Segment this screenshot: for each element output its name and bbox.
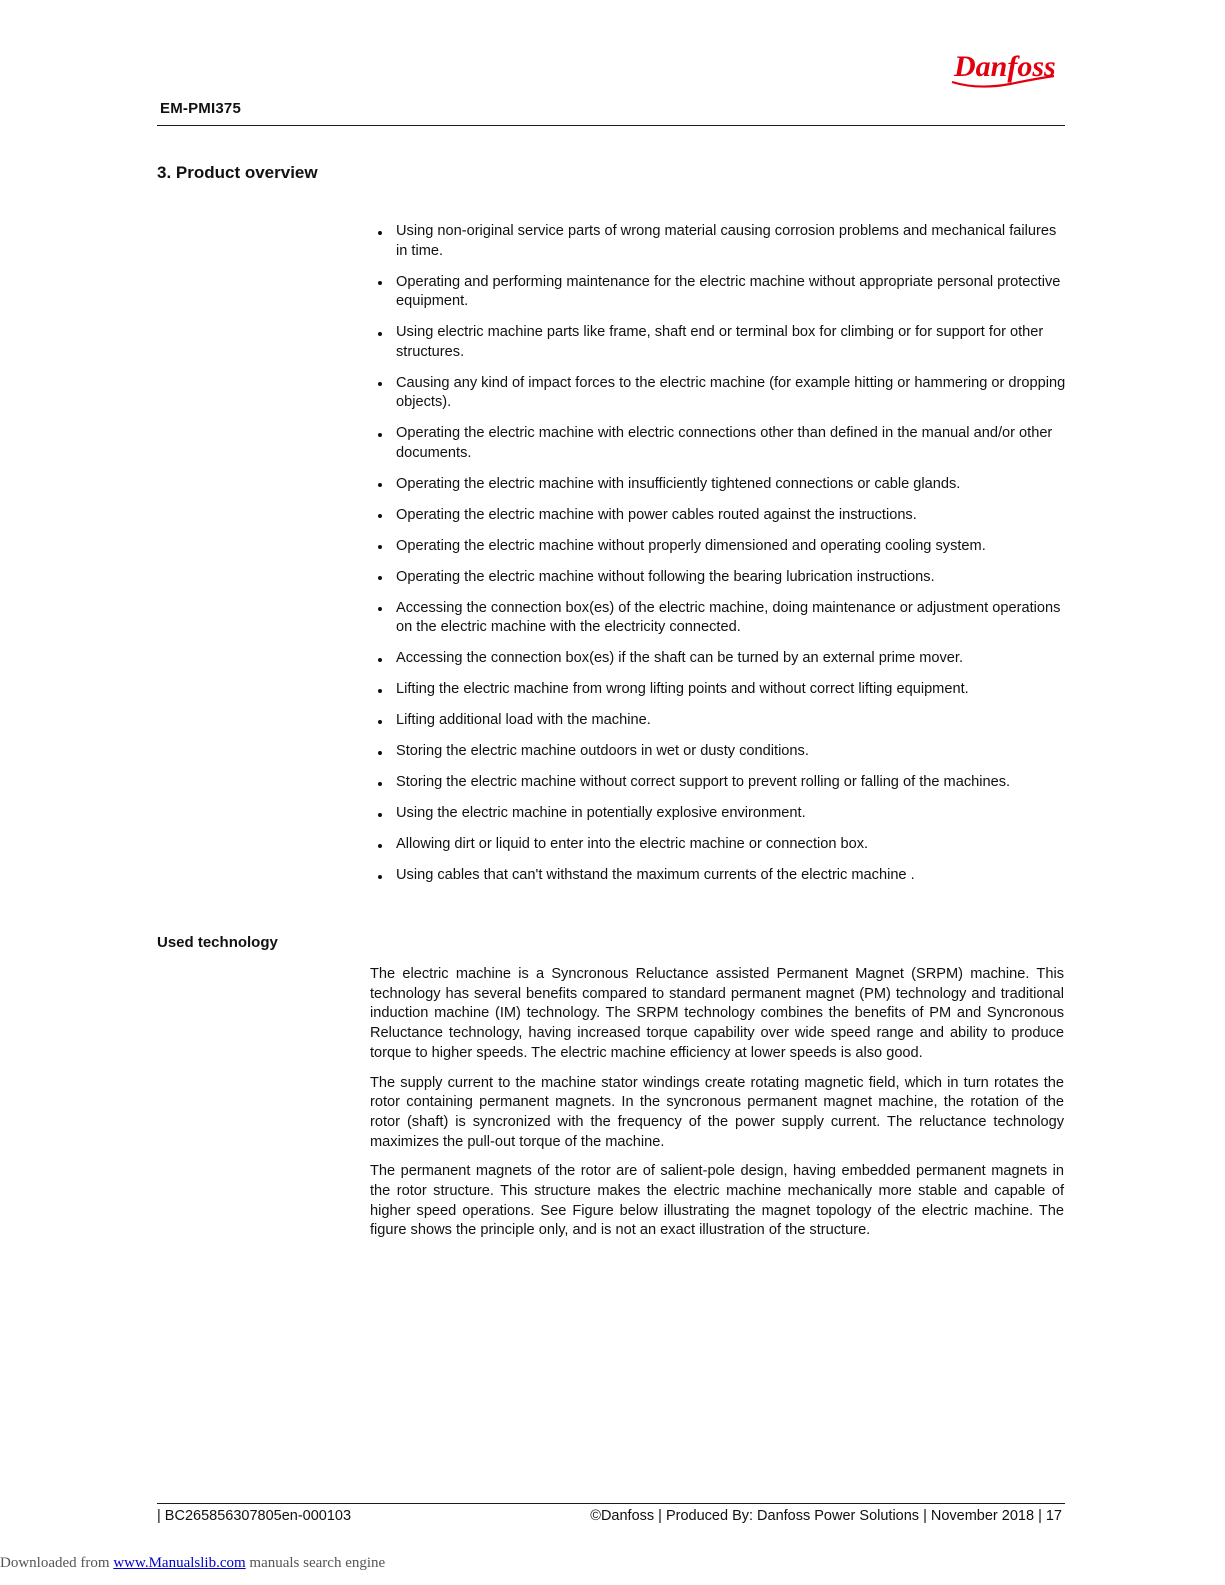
paragraph: The electric machine is a Syncronous Reluctance assisted Permanent Magnet (SRPM) machine. This technology has several benefits compared to standard permanent magnet (PM) technology and traditional induction machine (IM) technology. The SRPM technology combines the benefits of PM and Syncronous Reluctance technology, having increased torque capability over wide speed range and ability to produce torque to higher speeds. The electric machine efficiency at lower speeds is also good. [370,966,1064,1061]
paragraph: The supply current to the machine stator windings create rotating magnetic field, which in turn rotates the rotor containing permanent magnets. In the syncronous permanent magnet machine, the rotation of the rotor (shaft) is syncronized with the frequency of the power supply current. The reluctance technology maximizes the pull-out torque of the machine. [370,1074,1064,1150]
list-item: Accessing the connection box(es) if the shaft can be turned by an external prime mover. [376,649,1066,669]
download-suffix: manuals search engine [245,1555,386,1571]
list-item: Operating and performing maintenance for the electric machine without appropriate personal protective equipment. [376,273,1066,312]
list-item: Using non-original service parts of wrong material causing corrosion problems and mechanical failures in time. [376,222,1066,261]
header-divider [157,125,1065,126]
footer-copyright: ©Danfoss | Produced By: Danfoss Power Solutions | November 2018 | 17 [590,1508,1062,1524]
list-item: Using electric machine parts like frame, shaft end or terminal box for climbing or for support for other structures. [376,323,1066,362]
list-item: Operating the electric machine with electric connections other than defined in the manual and/or other documents. [376,424,1066,463]
list-item: Storing the electric machine without correct support to prevent rolling or falling of the machines. [376,773,1066,793]
section-title: 3. Product overview [157,163,318,182]
list-item: Using the electric machine in potentially explosive environment. [376,804,1066,824]
manualslib-link[interactable]: www.Manualslib.com [113,1555,246,1571]
list-item: Using cables that can't withstand the maximum currents of the electric machine . [376,866,1066,886]
list-item: Lifting the electric machine from wrong lifting points and without correct lifting equipment. [376,680,1066,700]
footer-divider [157,1503,1065,1504]
list-item: Operating the electric machine without following the bearing lubrication instructions. [376,568,1066,588]
list-item: Operating the electric machine without properly dimensioned and operating cooling system. [376,537,1066,557]
paragraph: The permanent magnets of the rotor are of salient-pole design, having embedded permanent magnets in the rotor structure. This structure makes the electric machine mechanically more stable and capable of higher speed operations. See Figure below illustrating the magnet topology of the electric machine. The figure shows the principle only, and is not an exact illustration of the structure. [370,1163,1064,1239]
danfoss-logo-icon [948,46,1060,90]
download-bar [0,1555,385,1572]
list-item: Lifting additional load with the machine. [376,711,1066,731]
bullet-list [376,222,1066,897]
list-item: Accessing the connection box(es) of the electric machine, doing maintenance or adjustment operations on the electric machine with the electricity connected. [376,599,1066,638]
list-item: Operating the electric machine with insufficiently tightened connections or cable glands. [376,475,1066,495]
subsection-title: Used technology [157,934,278,951]
list-item: Allowing dirt or liquid to enter into the electric machine or connection box. [376,835,1066,855]
document-code: EM-PMI375 [160,100,241,117]
logo-text: Danfoss [954,50,1056,83]
footer-doc-number: | BC265856307805en-000103 [157,1508,352,1524]
list-item: Operating the electric machine with power cables routed against the instructions. [376,506,1066,526]
list-item: Causing any kind of impact forces to the electric machine (for example hitting or hammering or dropping objects). [376,374,1066,413]
danfoss-logo [948,46,1060,90]
download-prefix: Downloaded from [0,1555,114,1571]
list-item: Storing the electric machine outdoors in wet or dusty conditions. [376,742,1066,762]
technology-description [370,965,1064,1251]
